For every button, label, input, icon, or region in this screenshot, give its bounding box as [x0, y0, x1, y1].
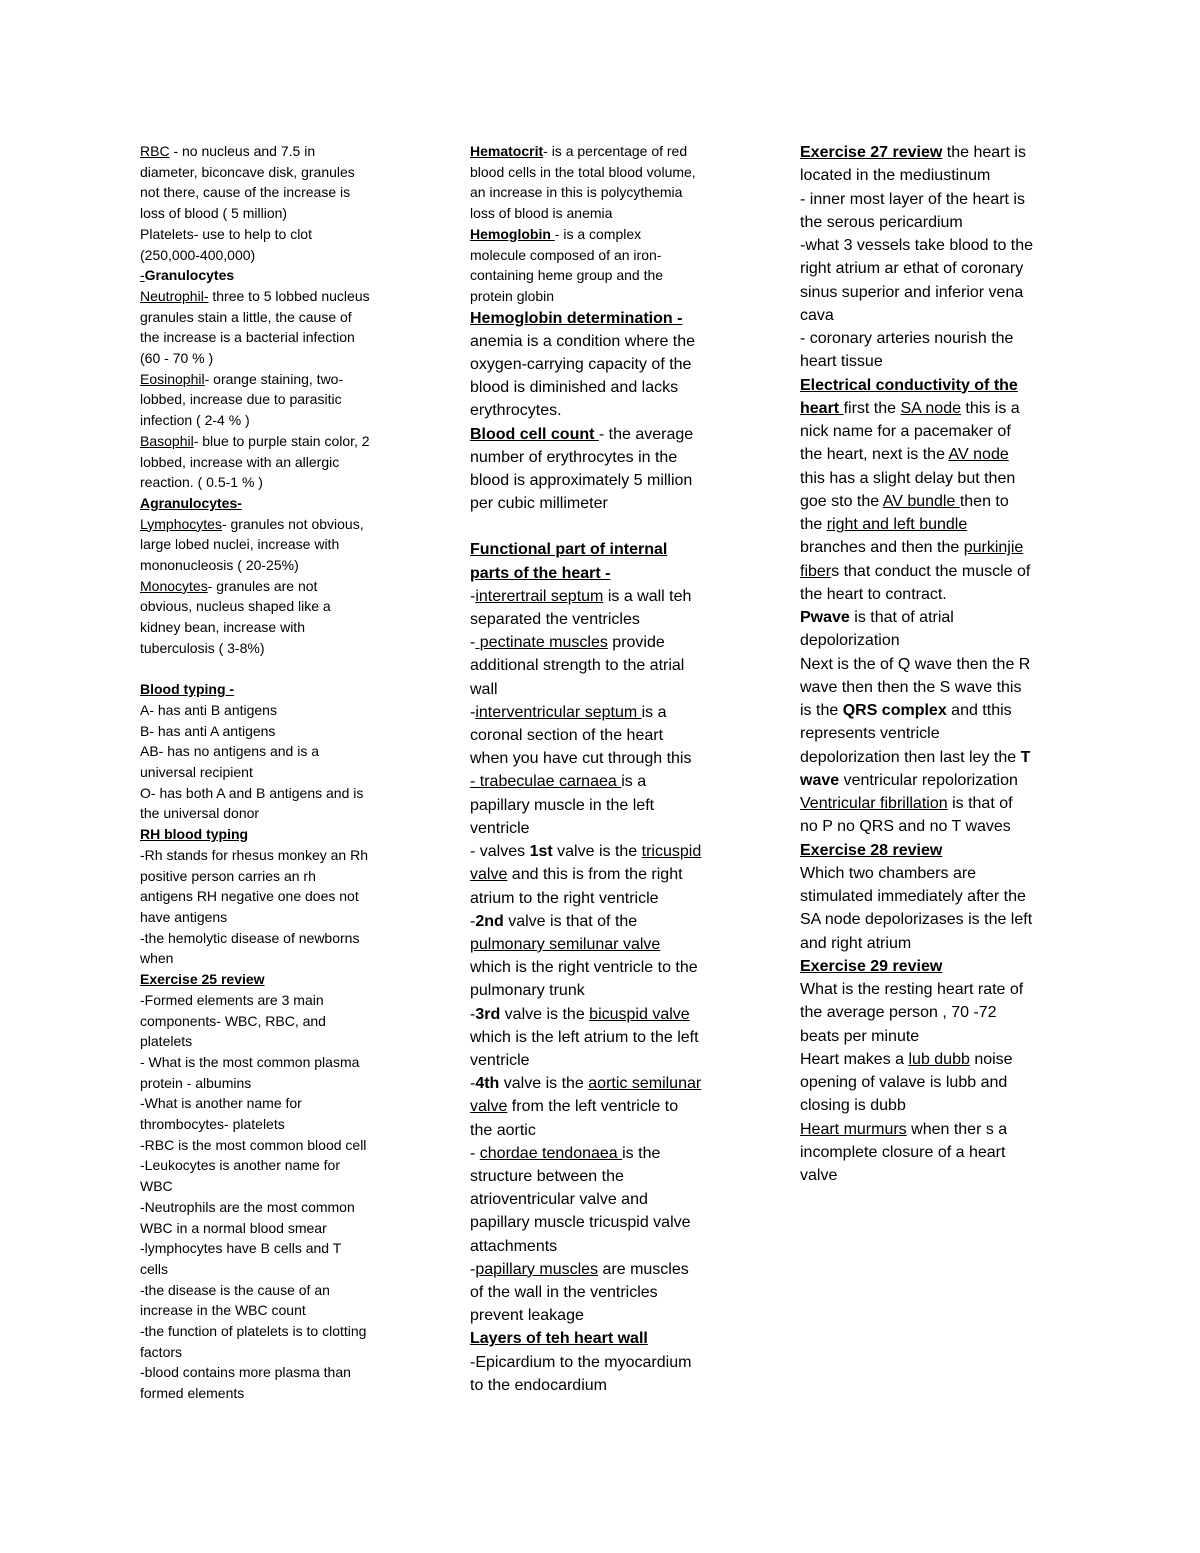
- text-line: granules stain a little, the cause of: [140, 308, 352, 325]
- text-line: -3rd valve is the bicuspid valve: [470, 1005, 690, 1023]
- text-line: when: [140, 950, 174, 967]
- text-line: Lymphocytes- granules not obvious,: [140, 515, 364, 532]
- text-line: -Formed elements are 3 main: [140, 991, 324, 1008]
- text-line: sinus superior and inferior vena: [800, 283, 1024, 301]
- text-line: kidney bean, increase with: [140, 619, 305, 636]
- text-line: blood is approximately 5 million: [470, 472, 693, 490]
- text-line: -Leukocytes is another name for: [140, 1157, 340, 1174]
- text-line: pulmonary trunk: [470, 982, 585, 1000]
- text-line: B- has anti A antigens: [140, 722, 276, 739]
- text-line: - What is the most common plasma: [140, 1053, 360, 1070]
- text-line: universal recipient: [140, 764, 253, 781]
- text-line: -the function of platelets is to clotting: [140, 1323, 367, 1340]
- text-line: pulmonary semilunar valve: [470, 935, 661, 953]
- text-line: infection ( 2-4 % ): [140, 412, 250, 429]
- text-line: papillary muscle tricuspid valve: [470, 1214, 691, 1232]
- text-line: the heart, next is the AV node: [800, 446, 1009, 464]
- text-line: -What is another name for: [140, 1095, 302, 1112]
- text-line: -papillary muscles are muscles: [470, 1260, 689, 1278]
- text-line: antigens RH negative one does not: [140, 888, 359, 905]
- text-line: Basophil- blue to purple stain color, 2: [140, 432, 370, 449]
- text-line: molecule composed of an iron-: [470, 246, 662, 263]
- text-line: additional strength to the atrial: [470, 657, 685, 675]
- section-heading: Layers of teh heart wall: [470, 1330, 648, 1348]
- text-line: -what 3 vessels take blood to the: [800, 237, 1034, 254]
- text-line: the universal donor: [140, 805, 260, 822]
- text-line: -Neutrophils are the most common: [140, 1198, 355, 1215]
- text-line: components- WBC, RBC, and: [140, 1012, 326, 1029]
- text-line: located in the mediustinum: [800, 167, 991, 185]
- text-line: protein globin: [470, 287, 555, 304]
- text-line: per cubic millimeter: [470, 495, 608, 513]
- text-line: prevent leakage: [470, 1307, 584, 1325]
- text-line: beats per minute: [800, 1027, 920, 1045]
- text-line: this has a slight delay but then: [800, 469, 1016, 487]
- text-line: the average person , 70 -72: [800, 1004, 997, 1022]
- section-heading: -Granulocytes: [140, 267, 235, 284]
- text-line: attachments: [470, 1237, 558, 1255]
- text-line: - chordae tendonaea is the: [470, 1144, 661, 1162]
- text-line: tuberculosis ( 3-8%): [140, 639, 265, 656]
- text-line: valve and this is from the right: [470, 866, 683, 884]
- text-line: Platelets- use to help to clot: [140, 225, 312, 242]
- text-line: cava: [800, 306, 834, 324]
- text-line: Heart murmurs when ther s a: [800, 1120, 1008, 1138]
- text-line: -blood contains more plasma than: [140, 1364, 351, 1381]
- text-line: WBC: [140, 1178, 173, 1195]
- section-heading: Blood typing -: [140, 681, 235, 698]
- text-line: -RBC is the most common blood cell: [140, 1136, 367, 1153]
- text-line: Hemoglobin - is a complex: [470, 225, 642, 242]
- text-line: have antigens: [140, 909, 228, 925]
- text-line: nick name for a pacemaker of: [800, 423, 1011, 440]
- text-line: - trabeculae carnaea is a: [470, 773, 647, 791]
- text-line: atrium to the right ventricle: [470, 889, 659, 907]
- text-line: Hematocrit- is a percentage of red: [470, 143, 688, 159]
- text-line: the right and left bundle: [800, 516, 968, 533]
- section-heading: Electrical conductivity of the: [800, 376, 1018, 394]
- text-line: Blood cell count - the average: [470, 425, 694, 443]
- text-line: thrombocytes- platelets: [140, 1116, 285, 1133]
- text-line: containing heme group and the: [470, 267, 664, 284]
- text-line: an increase in this is polycythemia: [470, 184, 683, 201]
- text-line: fibers that conduct the muscle of: [800, 562, 1031, 580]
- text-line: Which two chambers are: [800, 864, 977, 882]
- text-line: erythrocytes.: [470, 402, 562, 420]
- text-line: which is the right ventricle to the: [470, 959, 698, 977]
- text-line: right atrium ar ethat of coronary: [800, 260, 1024, 278]
- text-line: Monocytes- granules are not: [140, 577, 318, 594]
- text-line: - coronary arteries nourish the: [800, 330, 1014, 347]
- text-line: A- has anti B antigens: [140, 701, 277, 718]
- right-column: [800, 141, 1033, 1187]
- text-line: (60 - 70 % ): [140, 350, 214, 367]
- text-line: increase in the WBC count: [140, 1302, 306, 1319]
- left-column: [140, 141, 370, 1404]
- text-line: valve from the left ventricle to: [470, 1098, 679, 1116]
- text-line: branches and then the purkinjie: [800, 539, 1024, 557]
- text-line: RBC - no nucleus and 7.5 in: [140, 143, 316, 159]
- text-line: wall: [470, 680, 498, 698]
- section-heading: RH blood typing: [140, 826, 249, 843]
- text-line: Ventricular fibrillation is that of: [800, 795, 1013, 812]
- text-line: closing is dubb: [800, 1097, 906, 1115]
- text-line: platelets: [140, 1033, 193, 1050]
- text-line: separated the ventricles: [470, 611, 640, 629]
- middle-column: [470, 141, 701, 1397]
- text-line: O- has both A and B antigens and is: [140, 784, 364, 801]
- text-line: represents ventricle: [800, 725, 940, 743]
- text-line: lobbed, increase with an allergic: [140, 453, 340, 470]
- text-line: -the disease is the cause of an: [140, 1281, 330, 1298]
- text-line: What is the resting heart rate of: [800, 981, 1024, 998]
- text-line: depolorization then last ley the T: [800, 748, 1031, 766]
- text-line: -2nd valve is that of the: [470, 912, 638, 930]
- text-line: valve: [800, 1167, 838, 1184]
- text-line: number of erythrocytes in the: [470, 448, 678, 466]
- text-line: anemia is a condition where the: [470, 332, 696, 350]
- text-line: WBC in a normal blood smear: [140, 1219, 327, 1236]
- text-line: loss of blood is anemia: [470, 205, 613, 222]
- text-line: loss of blood ( 5 million): [140, 205, 288, 222]
- text-line: - pectinate muscles provide: [470, 634, 665, 652]
- text-line: -lymphocytes have B cells and T: [140, 1240, 342, 1257]
- text-line: not there, cause of the increase is: [140, 184, 351, 201]
- text-line: structure between the: [470, 1167, 624, 1185]
- text-line: opening of valave is lubb and: [800, 1074, 1008, 1091]
- text-line: stimulated immediately after the: [800, 888, 1026, 905]
- text-line: positive person carries an rh: [140, 867, 316, 884]
- text-line: Next is the of Q wave then the R: [800, 655, 1031, 673]
- text-line: -the hemolytic disease of newborns: [140, 929, 360, 946]
- section-heading: Functional part of internal: [470, 541, 668, 559]
- section-heading: Hemoglobin determination -: [470, 309, 683, 327]
- text-line: reaction. ( 0.5-1 % ): [140, 474, 263, 491]
- text-line: is the QRS complex and tthis: [800, 702, 1012, 719]
- text-line: -Epicardium to the myocardium: [470, 1353, 692, 1371]
- text-line: heart first the SA node this is a: [800, 399, 1020, 417]
- text-line: the aortic: [470, 1121, 536, 1139]
- text-line: - inner most layer of the heart is: [800, 190, 1025, 208]
- blank-line: [140, 659, 370, 680]
- text-line: -interertrail septum is a wall teh: [470, 587, 692, 605]
- text-line: obvious, nucleus shaped like a: [140, 598, 331, 615]
- text-line: wave ventricular repolorization: [800, 771, 1018, 789]
- text-line: blood is diminished and lacks: [470, 379, 679, 397]
- text-line: the serous pericardium: [800, 213, 963, 231]
- text-line: Pwave is that of atrial: [800, 609, 954, 626]
- text-line: atrioventricular valve and: [470, 1191, 648, 1209]
- text-line: blood cells in the total blood volume,: [470, 163, 696, 180]
- text-line: Neutrophil- three to 5 lobbed nucleus: [140, 287, 370, 304]
- section-heading: parts of the heart -: [470, 564, 611, 582]
- text-line: ventricle: [470, 1051, 530, 1069]
- text-line: and right atrium: [800, 934, 912, 952]
- text-line: SA node depolorizases is the left: [800, 911, 1033, 929]
- text-line: of the wall in the ventricles: [470, 1283, 658, 1301]
- section-heading: Agranulocytes-: [140, 494, 242, 511]
- text-line: Exercise 27 review the heart is: [800, 144, 1026, 161]
- text-line: no P no QRS and no T waves: [800, 818, 1011, 836]
- text-line: the heart to contract.: [800, 585, 947, 603]
- text-line: oxygen-carrying capacity of the: [470, 356, 692, 374]
- text-line: large lobed nuclei, increase with: [140, 536, 340, 553]
- text-line: incomplete closure of a heart: [800, 1143, 1006, 1161]
- text-line: papillary muscle in the left: [470, 796, 655, 814]
- text-line: when you have cut through this: [470, 750, 692, 768]
- text-line: factors: [140, 1343, 183, 1360]
- text-line: protein - albumins: [140, 1074, 252, 1091]
- text-line: -Rh stands for rhesus monkey an Rh: [140, 846, 368, 863]
- text-line: cells: [140, 1260, 169, 1277]
- text-line: which is the left atrium to the left: [470, 1028, 699, 1046]
- section-heading: Exercise 25 review: [140, 971, 265, 988]
- text-line: the increase is a bacterial infection: [140, 329, 355, 346]
- text-line: formed elements: [140, 1385, 245, 1402]
- text-line: (250,000-400,000): [140, 246, 256, 263]
- spacer: [470, 515, 701, 538]
- text-line: mononucleosis ( 20-25%): [140, 557, 299, 574]
- text-line: depolorization: [800, 632, 900, 650]
- section-heading: Exercise 28 review: [800, 841, 943, 859]
- text-line: Eosinophil- orange staining, two-: [140, 370, 344, 387]
- section-heading: Exercise 29 review: [800, 957, 943, 975]
- text-line: AB- has no antigens and is a: [140, 743, 320, 760]
- text-line: ventricle: [470, 819, 530, 837]
- text-line: diameter, biconcave disk, granules: [140, 163, 355, 180]
- text-line: goe sto the AV bundle then to: [800, 492, 1009, 510]
- text-line: Heart makes a lub dubb noise: [800, 1050, 1013, 1068]
- text-line: -4th valve is the aortic semilunar: [470, 1075, 702, 1093]
- text-line: coronal section of the heart: [470, 727, 664, 745]
- text-line: heart tissue: [800, 353, 883, 371]
- text-line: to the endocardium: [470, 1376, 607, 1394]
- text-line: - valves 1st valve is the tricuspid: [470, 843, 702, 861]
- text-line: wave then then the S wave this: [800, 678, 1022, 696]
- text-line: lobbed, increase due to parasitic: [140, 391, 342, 408]
- text-line: -interventricular septum is a: [470, 703, 667, 721]
